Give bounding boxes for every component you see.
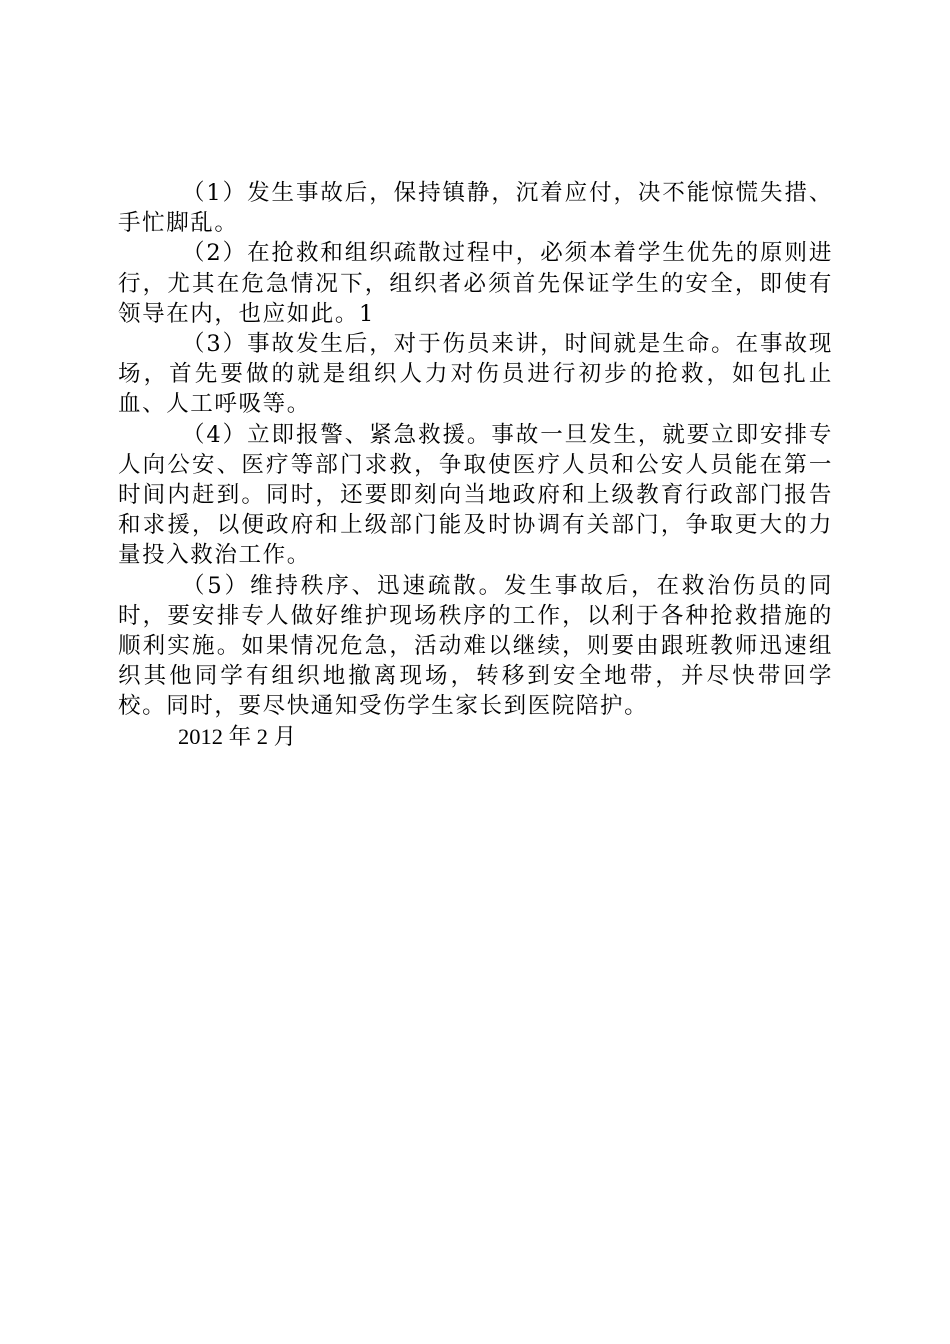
paragraph-1: （1）发生事故后，保持镇静，沉着应付，决不能惊慌失措、手忙脚乱。 — [118, 180, 833, 237]
paragraph-5: （5）维持秩序、迅速疏散。发生事故后，在救治伤员的同时，要安排专人做好维护现场秩序的工作，以利于各种抢救措施的顺利实施。如果情况危急，活动难以继续，则要由跟班教师迅速组织其他同学有组织地撤离现场，转移到安全地带，并尽快带回学校。同时，要尽快通知受伤学生家长到医院陪护。 — [118, 572, 833, 720]
paragraph-3: （3）事故发生后，对于伤员来讲，时间就是生命。在事故现场，首先要做的就是组织人力对伤员进行初步的抢救，如包扎止血、人工呼吸等。 — [118, 331, 833, 418]
paragraph-2: （2）在抢救和组织疏散过程中，必须本着学生优先的原则进行，尤其在危急情况下，组织者必须首先保证学生的安全，即使有领导在内，也应如此。1 — [118, 240, 833, 327]
document-body — [118, 178, 833, 752]
document-date: 2012 年 2 月 — [178, 723, 297, 749]
paragraph-4: （4）立即报警、紧急救援。事故一旦发生，就要立即安排专人向公安、医疗等部门求救，争取使医疗人员和公安人员能在第一时间内赶到。同时，还要即刻向当地政府和上级教育行政部门报告和求援，以便政府和上级部门能及时协调有关部门，争取更大的力量投入救治工作。 — [118, 421, 833, 569]
